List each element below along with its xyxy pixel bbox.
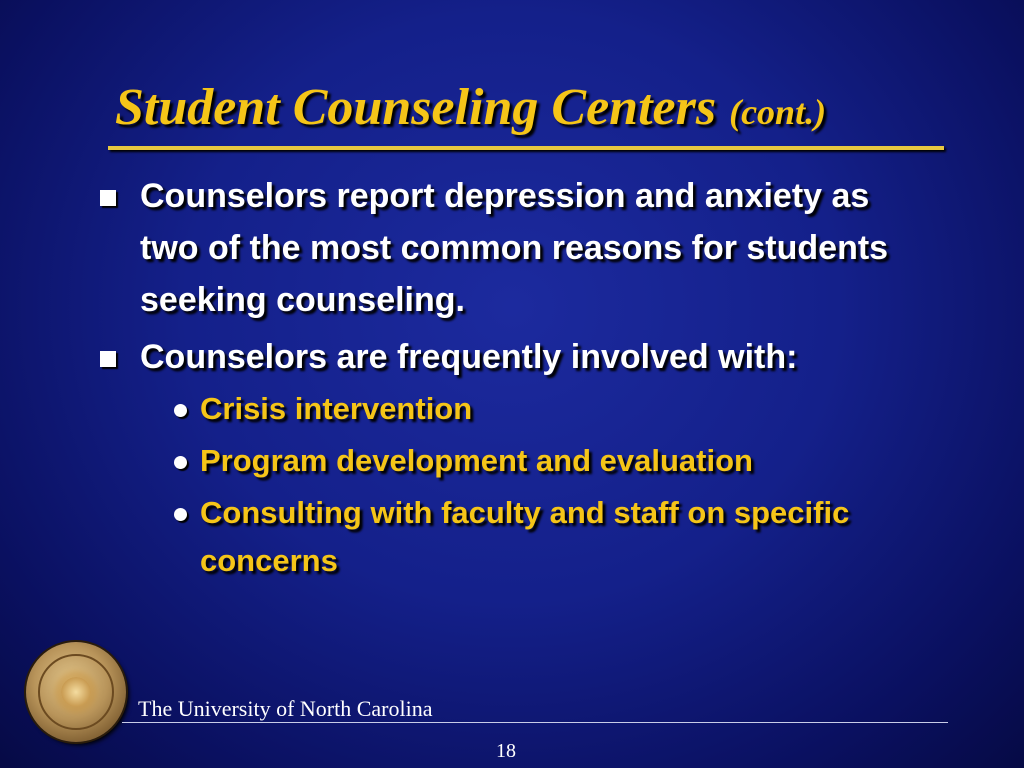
bullet-list bbox=[100, 170, 920, 590]
dot-bullet-icon bbox=[174, 456, 187, 469]
footer-institution: The University of North Carolina bbox=[138, 696, 433, 721]
sub-bullet-item bbox=[140, 385, 920, 433]
sub-bullet-text: Crisis intervention bbox=[200, 391, 473, 426]
square-bullet-icon bbox=[100, 190, 116, 206]
dot-bullet-icon bbox=[174, 508, 187, 521]
page-number: 18 bbox=[496, 740, 516, 762]
title-underline bbox=[108, 146, 944, 150]
title-suffix: (cont.) bbox=[729, 92, 827, 132]
sun-emblem-icon bbox=[61, 677, 91, 707]
sub-bullet-text: Consulting with faculty and staff on specific concerns bbox=[200, 495, 850, 578]
bullet-text: Counselors are frequently involved with: bbox=[140, 338, 798, 376]
slide-title bbox=[115, 78, 826, 142]
sub-bullet-text: Program development and evaluation bbox=[200, 443, 753, 478]
university-seal-icon bbox=[26, 642, 126, 742]
sub-bullet-list bbox=[140, 385, 920, 585]
bullet-item bbox=[100, 170, 920, 326]
footer-divider bbox=[122, 722, 948, 723]
dot-bullet-icon bbox=[174, 404, 187, 417]
bullet-item bbox=[100, 331, 920, 585]
title-text: Student Counseling Centers bbox=[115, 79, 717, 136]
bullet-text: Counselors report depression and anxiety as two of the most common reasons for students seeking counseling. bbox=[140, 177, 889, 319]
square-bullet-icon bbox=[100, 351, 116, 367]
sub-bullet-item bbox=[140, 489, 920, 585]
sub-bullet-item bbox=[140, 437, 920, 485]
